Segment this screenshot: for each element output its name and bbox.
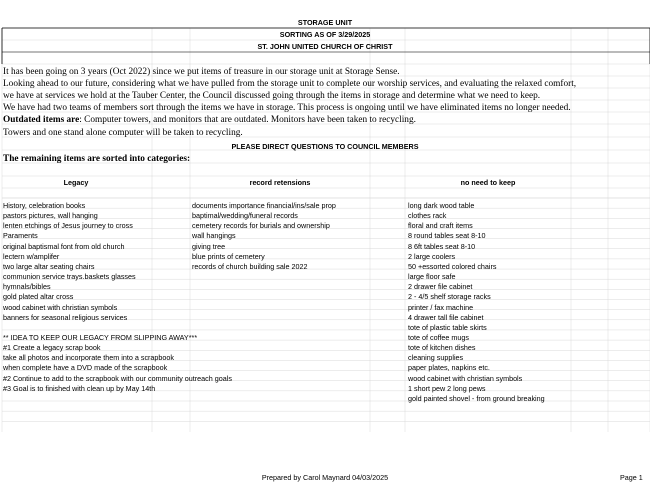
legacy-item: Paraments [3,231,38,241]
column-header-no-need: no need to keep [460,178,516,187]
questions-banner: PLEASE DIRECT QUESTIONS TO COUNCIL MEMBERS [231,142,419,151]
legacy-item: when complete have a DVD made of the scrapbook [3,363,168,373]
intro-paragraph-2: Looking ahead to our future, considering what we have pulled from the storage unit to complete our worship services, and evaluating the relaxed comfort, [3,79,577,89]
outdated-text: : Computer towers, and monitors that are outdated. Monitors have been taken to recycling. [79,115,416,125]
legacy-item: take all photos and incorporate them into a scrapbook [3,353,175,363]
legacy-item: original baptismal font from old church [3,241,125,251]
record-retention-item: blue prints of cemetery [192,251,265,261]
legacy-item: pastors pictures, wall hanging [3,211,98,221]
sort-date-heading: SORTING AS OF 3/29/2025 [279,30,371,39]
no-need-item: printer / fax machine [408,302,474,312]
record-retention-item: baptimal/wedding/funeral records [192,211,298,221]
no-need-item: 50 +essorted colored chairs [408,261,497,271]
outdated-items-line [3,114,416,126]
no-need-item: tote of plastic table skirts [408,322,487,332]
no-need-item: long dark wood table [408,201,475,210]
legacy-item: banners for seasonal religious services [3,312,128,322]
no-need-item: wood cabinet with christian symbols [408,373,523,383]
legacy-item: wood cabinet with christian symbols [3,302,118,312]
no-need-item: 2 - 4/5 shelf storage racks [408,292,491,302]
legacy-item: #2 Continue to add to the scrapbook with our community outreach goals [3,373,232,383]
legacy-item: #1 Create a legacy scrap book [3,343,101,353]
record-retention-item: documents importance financial/ins/sale prop [192,201,336,210]
no-need-item: clothes rack [408,211,447,221]
recycling-line: Towers and one stand alone computer will be taken to recycling. [3,128,243,138]
categories-heading: The remaining items are sorted into categories: [3,154,191,164]
sheet-title: STORAGE UNIT [297,18,353,27]
column-header-records: record retensions [249,178,311,187]
no-need-item: 2 drawer file cabinet [408,282,473,292]
no-need-item: 1 short pew 2 long pews [408,383,486,393]
legacy-item: hymnals/bibles [3,282,51,292]
column-header-legacy: Legacy [63,178,89,187]
page-number: Page 1 [620,473,643,482]
prepared-by: Prepared by Carol Maynard 04/03/2025 [261,473,389,482]
no-need-item: 8 round tables seat 8-10 [408,231,486,241]
no-need-item: 8 6ft tables seat 8-10 [408,241,476,251]
intro-paragraph-1: It has been going on 3 years (Oct 2022) since we put items of treasure in our storage unit at Storage Sense. [3,67,400,77]
no-need-item: floral and craft items [408,221,473,231]
intro-paragraph-4: We have had two teams of members sort through the items we have in storage. This process is ongoing until we have eliminated items no longer needed. [3,103,571,113]
record-retention-item: records of church building sale 2022 [192,261,308,271]
legacy-item: lectern w/amplifer [3,251,60,261]
no-need-item: 2 large coolers [408,251,456,261]
legacy-item: two large altar seating chairs [3,261,95,271]
intro-paragraph-3: we have at services we hold at the Tauber Center, the Council discussed going through the items in storage and determine what we need to keep. [3,91,541,101]
legacy-item: #3 Goal is to finished with clean up by May 14th [3,383,156,393]
record-retention-item: cemetery records for burials and ownership [192,221,330,231]
legacy-item: lenten etchings of Jesus journey to cross [3,221,133,231]
legacy-item: History, celebration books [3,201,86,210]
church-name-heading: ST. JOHN UNITED CHURCH OF CHRIST [257,42,393,51]
no-need-item: gold painted shovel - from ground breaking [408,393,545,403]
no-need-item: tote of kitchen dishes [408,343,476,353]
no-need-item: cleaning supplies [408,353,464,363]
legacy-item: gold plated altar cross [3,292,74,302]
legacy-item: ** IDEA TO KEEP OUR LEGACY FROM SLIPPING AWAY*** [3,332,198,342]
no-need-item: paper plates, napkins etc. [408,363,490,373]
record-retention-item: wall hangings [192,231,236,241]
legacy-item: communion service trays.baskets glasses [3,272,136,282]
no-need-item: tote of coffee mugs [408,332,469,342]
no-need-item: large floor safe [408,272,456,282]
no-need-item: 4 drawer tall file cabinet [408,312,484,322]
outdated-label: Outdated items are [3,115,80,125]
record-retention-item: giving tree [192,241,226,251]
